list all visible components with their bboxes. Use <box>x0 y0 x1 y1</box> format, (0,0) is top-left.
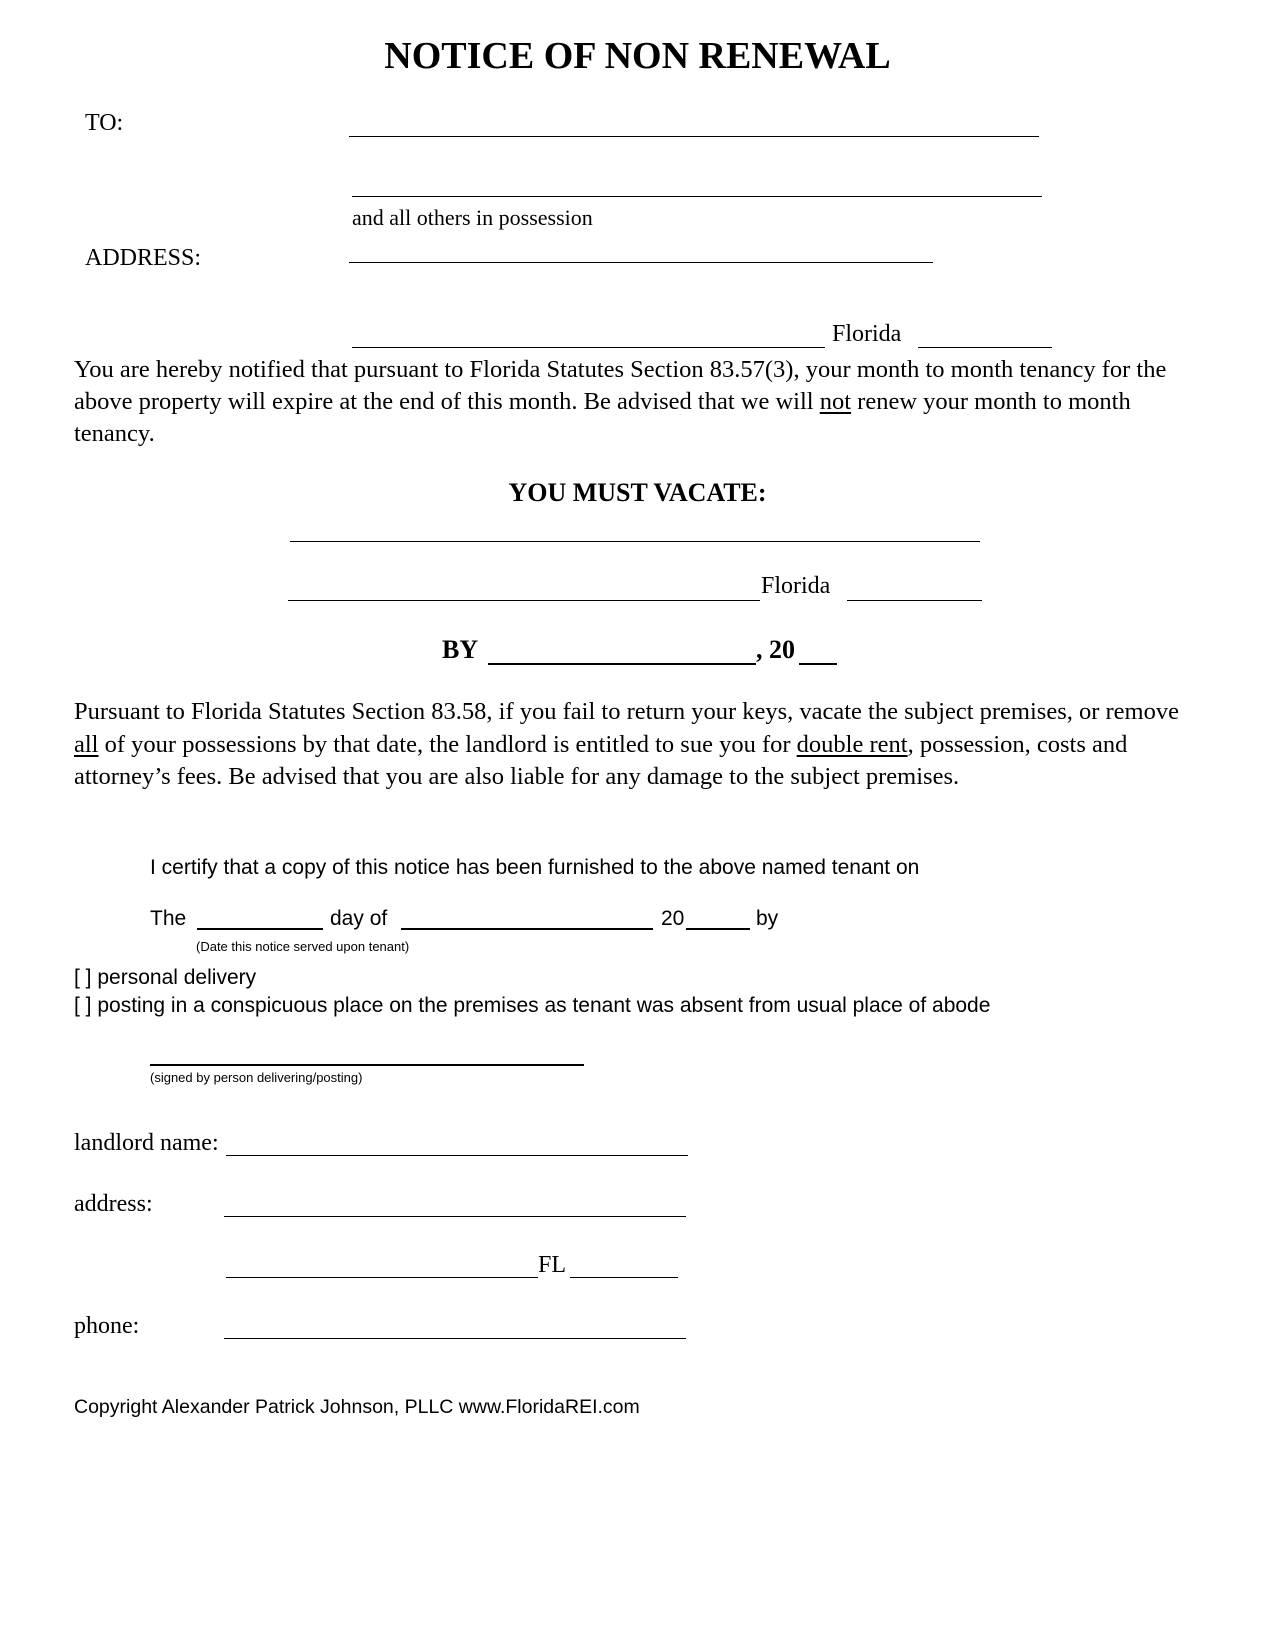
statute-paragraph-part3: , possession, costs and attorney’s fees. Be advised that you are also liable for any damage to the subject premises. <box>74 730 1128 790</box>
option-personal-delivery[interactable] <box>74 966 256 990</box>
vacate-zip-line[interactable] <box>847 600 982 601</box>
vacate-florida-label: Florida <box>761 573 831 599</box>
landlord-city-line[interactable] <box>226 1277 538 1278</box>
option-posting-label: posting in a conspicuous place on the premises as tenant was absent from usual place of abode <box>97 994 991 1017</box>
landlord-phone-label: phone: <box>74 1313 140 1339</box>
statute-paragraph-part2: of your possessions by that date, the landlord is entitled to sue you for <box>98 730 797 758</box>
vacate-city-line[interactable] <box>288 600 760 601</box>
cert-month-line[interactable] <box>401 928 653 930</box>
landlord-phone-line[interactable] <box>224 1338 686 1339</box>
cert-year-prefix: 20 <box>661 907 685 930</box>
vacate-heading: YOU MUST VACATE: <box>508 478 767 507</box>
by-label: BY <box>442 635 479 664</box>
notice-paragraph-not: not <box>819 388 852 415</box>
landlord-state-label: FL <box>538 1252 567 1278</box>
option-posting[interactable] <box>74 994 990 1018</box>
tenant-name-line-1[interactable] <box>349 136 1039 137</box>
cert-year-line[interactable] <box>686 928 750 930</box>
certification-statement: I certify that a copy of this notice has been furnished to the above named tenant on <box>150 856 920 879</box>
address-line-1[interactable] <box>349 262 933 263</box>
landlord-name-label: landlord name: <box>74 1130 219 1156</box>
cert-day-of-label: day of <box>330 907 388 930</box>
address-label: ADDRESS: <box>85 245 202 271</box>
checkbox-posting[interactable]: [ ] <box>74 994 92 1017</box>
statute-paragraph-part1: Pursuant to Florida Statutes Section 83.58, if you fail to return your keys, vacate the subject premises, or remove <box>74 698 1179 725</box>
option-personal-delivery-label: personal delivery <box>97 966 257 989</box>
florida-label: Florida <box>832 321 902 347</box>
others-in-possession-text: and all others in possession <box>352 205 593 230</box>
landlord-name-line[interactable] <box>226 1155 688 1156</box>
landlord-address-line[interactable] <box>224 1216 686 1217</box>
landlord-address-label: address: <box>74 1191 153 1217</box>
vacate-address-line[interactable] <box>290 541 980 542</box>
document-title: NOTICE OF NON RENEWAL <box>384 35 891 77</box>
city-line[interactable] <box>352 347 825 348</box>
checkbox-personal-delivery[interactable]: [ ] <box>74 966 92 989</box>
statute-paragraph-all: all <box>74 730 99 758</box>
notice-paragraph <box>74 354 1204 450</box>
cert-the-label: The <box>150 907 187 930</box>
vacate-date-line[interactable] <box>488 663 756 665</box>
statute-paragraph <box>74 696 1204 794</box>
to-label: TO: <box>85 110 124 136</box>
cert-by-label: by <box>756 907 779 930</box>
zip-line[interactable] <box>918 347 1052 348</box>
copyright-footer: Copyright Alexander Patrick Johnson, PLLC www.FloridaREI.com <box>74 1396 640 1418</box>
signature-line[interactable] <box>150 1064 584 1066</box>
cert-day-line[interactable] <box>197 928 323 930</box>
date-served-note: (Date this notice served upon tenant) <box>196 939 410 954</box>
tenant-name-line-2[interactable] <box>352 196 1042 197</box>
vacate-year-line[interactable] <box>799 663 837 665</box>
signature-note: (signed by person delivering/posting) <box>150 1070 363 1085</box>
notice-paragraph-part1: You are hereby notified that pursuant to Florida Statutes Section 83.57(3), your month to month tenancy for the above property will expire at the end of this month. Be advised that we will <box>74 356 1167 415</box>
notice-paragraph-part2: renew your month to month tenancy. <box>74 388 1131 447</box>
by-year-prefix: , 20 <box>756 635 795 664</box>
landlord-zip-line[interactable] <box>570 1277 678 1278</box>
statute-paragraph-double-rent: double rent <box>796 730 908 758</box>
